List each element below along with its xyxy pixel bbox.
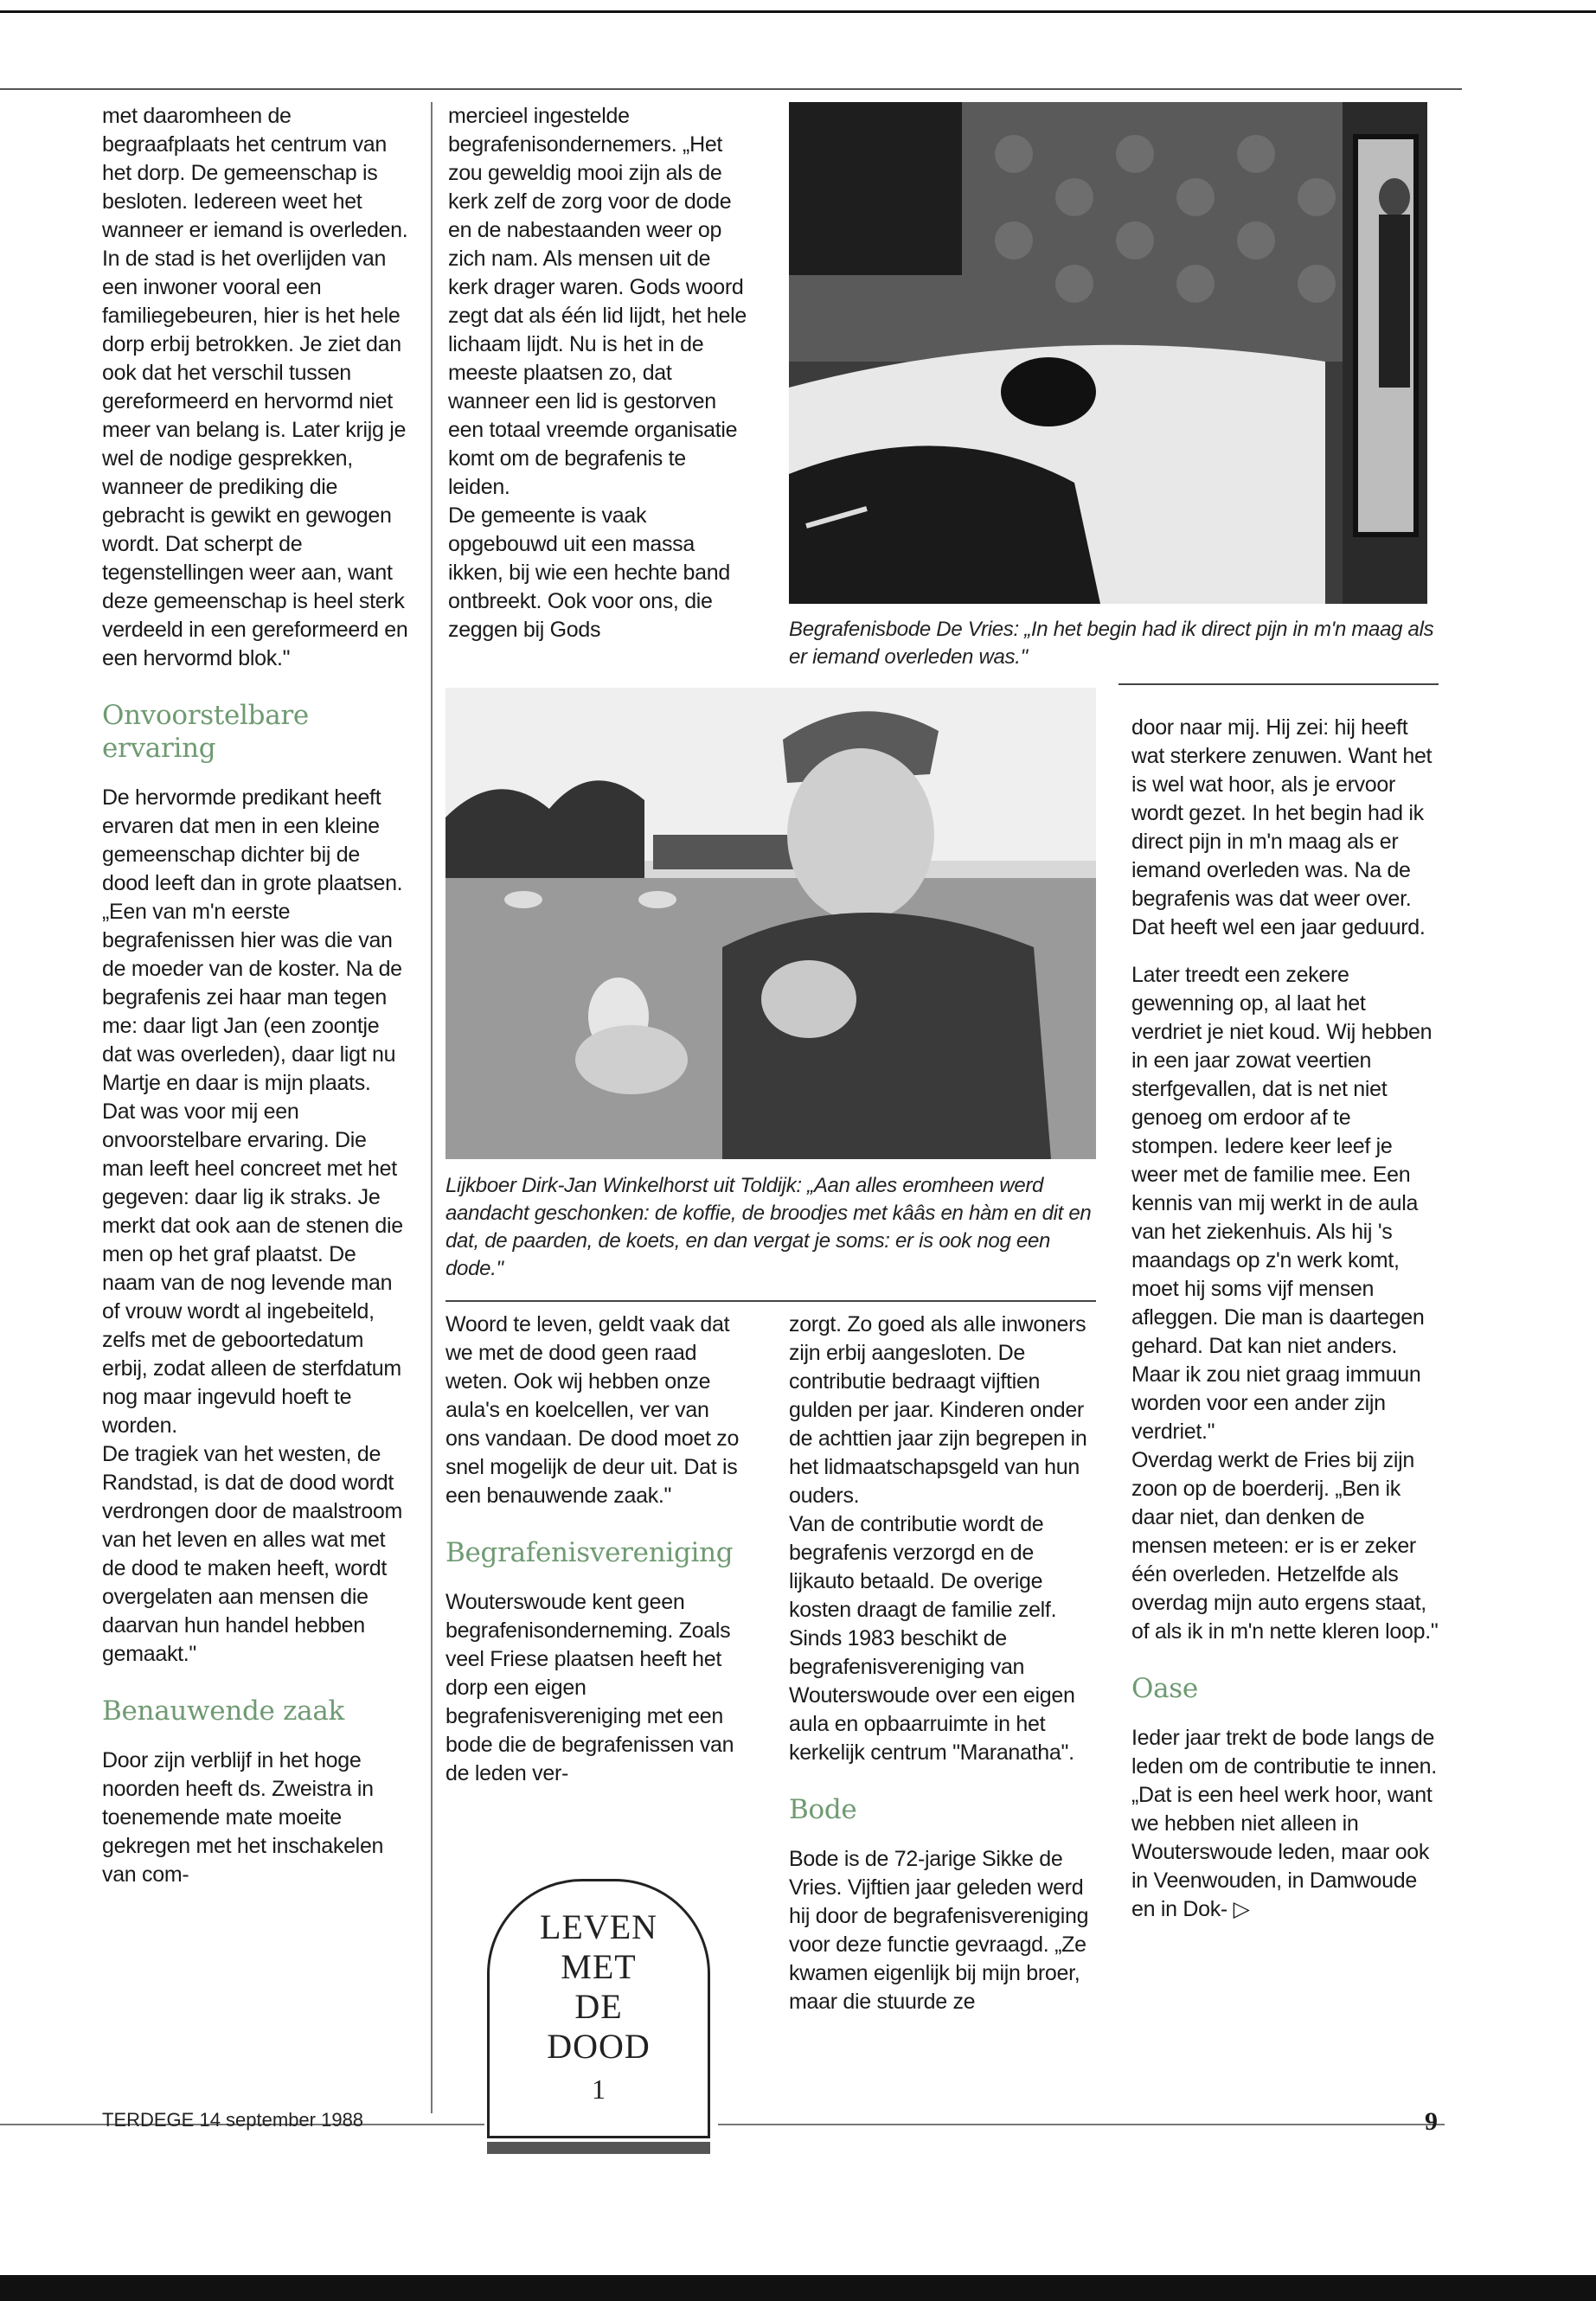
- column-1-paragraph: De tragiek van het westen, de Randstad, is dat de dood wordt verdrongen door de maalstroom van het leven en alles wat met de dood te maken heeft, wordt overgelaten aan mensen die daarvan hun handel hebben gemaakt.": [102, 1442, 403, 1666]
- top-rule: [0, 10, 1596, 13]
- column-4-paragraph: Later treedt een zekere gewenning op, al laat het verdriet je niet koud. Wij hebben in een jaar zowat veertien sterfgevallen, dat is net niet genoeg om erdoor af te stompen. Iedere keer leef je weer met de familie mee. Een kennis van mij werkt in de aula van het ziekenhuis. Als hij 's maandags op z'n werk komt, moet hij soms vijf mensen afleggen. Die man is daartegen gehard. Dat kan niet anders. Maar ik zou niet graag immuun worden voor een ander zijn verdriet.": [1131, 963, 1433, 1444]
- page-number: 9: [1425, 2107, 1438, 2136]
- column-2-top: [448, 102, 751, 653]
- heading-onvoorstelbare-ervaring: Onvoorstelbare ervaring: [102, 700, 309, 764]
- footer-rule-right: [718, 2124, 1445, 2125]
- column-1: [102, 102, 412, 1898]
- leven-met-de-dood-tombstone: [487, 1879, 710, 2138]
- tombstone-word: LEVEN: [539, 1907, 658, 1946]
- column-2b-paragraph: Woord te leven, geldt vaak dat we met de dood geen raad weten. Ook wij hebben onze aula's en koelcellen, ver van ons vandaan. De dood moet zo snel mogelijk de deur uit. Dat is een benauwende zaak.": [445, 1312, 740, 1508]
- tombstone-word: DOOD: [547, 2027, 651, 2066]
- bottom-bar: [0, 2275, 1596, 2301]
- photo-lijkboer-image: [445, 688, 1096, 1159]
- footer-magazine-date: TERDEGE 14 september 1988: [102, 2109, 364, 2131]
- tombstone-base: [487, 2142, 710, 2154]
- tombstone-word: MET: [561, 1947, 637, 1986]
- column-1-intro: met daaromheen de begraafplaats het centrum van het dorp. De gemeenschap is besloten. Iedereen weet het wanneer er iemand is overleden. In de stad is het overlijden van een inwoner vooral een familiegebeuren, hier is het hele dorp erbij betrokken. Je ziet dan ook dat het verschil tussen gereformeerd en hervormd niet meer van belang is. Later krijg je wel de nodige gesprekken, wanneer de prediking die gebracht is gewikt en gewogen wordt. Dat scherpt de tegenstellingen weer aan, want deze gemeenschap is heel sterk verdeeld in een gereformeerd en een hervormd blok.": [102, 104, 408, 670]
- heading-oase: Oase: [1131, 1673, 1198, 1704]
- heading-benauwende-zaak: Benauwende zaak: [102, 1695, 345, 1727]
- photo-lijkboer: [445, 688, 1096, 1159]
- heading-bode: Bode: [789, 1794, 857, 1825]
- column-4-paragraph: Overdag werkt de Fries bij zijn zoon op de boerderij. „Ben ik daar niet, dan denken de mensen meteen: er is er zeker één overleden. Hetzelfde als overdag mijn auto ergens staat, of als ik in m'n nette kleren loop.": [1131, 1448, 1439, 1644]
- column-4: [1131, 714, 1439, 1932]
- column-1-paragraph: De hervormde predikant heeft ervaren dat men in een kleine gemeenschap dichter bij de dood leeft dan in grote plaatsen. „Een van m'n eerste begrafenissen hier was die van de moeder van de koster. Na de begrafenis zei haar man tegen me: daar ligt Jan (een zoontje dat was overleden), daar ligt nu Martje en daar is mijn plaats.: [102, 785, 403, 1095]
- column-2-paragraph: De gemeente is vaak opgebouwd uit een massa ikken, bij wie een hechte band ontbreekt. Ook voor ons, die zeggen bij Gods: [448, 503, 730, 642]
- column-4-paragraph: door naar mij. Hij zei: hij heeft wat sterkere zenuwen. Want het is wel wat hoor, als je ervoor wordt gezet. In het begin had ik direct pijn in m'n maag als er iemand overleden was. Na de begrafenis was dat weer over. Dat heeft wel een jaar geduurd.: [1131, 715, 1433, 939]
- column-1-paragraph: Dat was voor mij een onvoorstelbare ervaring. Die man leeft heel concreet met het gegeven: daar lig ik straks. Je merkt dat ook aan de stenen die men op het graf plaatst. De naam van de nog levende man of vrouw wordt al ingebeiteld, zelfs met de geboortedatum erbij, zodat alleen de sterfdatum nog maar ingevuld hoeft te worden.: [102, 1099, 403, 1438]
- heading-begrafenisvereniging: Begrafenisvereniging: [445, 1537, 734, 1568]
- column-3: [789, 1311, 1096, 2025]
- column-4-paragraph: Ieder jaar trekt de bode langs de leden om de contributie te innen. „Dat is een heel werk hoor, want we hebben niet alleen in Wouterswoude leden, maar ook in Veenwouden, in Damwoude en in Dok- ▷: [1131, 1726, 1437, 1921]
- column-3-paragraph: zorgt. Zo goed als alle inwoners zijn erbij aangesloten. De contributie bedraagt vijftien gulden per jaar. Kinderen onder de achttien jaar zijn begrepen in het lidmaatschapsgeld van hun ouders.: [789, 1312, 1087, 1508]
- tombstone-word: DE: [574, 1987, 623, 2026]
- column-1-paragraph: Door zijn verblijf in het hoge noorden heeft ds. Zweistra in toenemende mate moeite gekregen met het inschakelen van com-: [102, 1748, 384, 1887]
- col-divider-1: [431, 102, 433, 2113]
- photo-funeral-messenger: [789, 102, 1427, 604]
- caption-rule: [445, 1300, 1096, 1302]
- tombstone-series-number: 1: [592, 2073, 606, 2105]
- column-2-paragraph: mercieel ingestelde begrafenisondernemers. „Het zou geweldig mooi zijn als de kerk zelf de zorg voor de dode en de nabestaanden weer op zich nam. Als mensen uit de kerk drager waren. Gods woord zegt dat als één lid lijdt, het hele lichaam lijdt. Nu is het in de meeste plaatsen zo, dat wanneer een lid is gestorven een totaal vreemde organisatie komt om de begrafenis te leiden.: [448, 104, 747, 499]
- column-2-bottom: [445, 1311, 748, 1797]
- column-2b-paragraph: Wouterswoude kent geen begrafenisonderneming. Zoals veel Friese plaatsen heeft het dorp een eigen begrafenisvereniging met een bode die de begrafenissen van de leden ver-: [445, 1590, 734, 1785]
- column-3-paragraph: Bode is de 72-jarige Sikke de Vries. Vijftien jaar geleden werd hij door de begrafenisvereniging voor deze functie gevraagd. „Ze kwamen eigenlijk bij mijn broer, maar die stuurde ze: [789, 1847, 1089, 2014]
- header-rule: [0, 88, 1462, 90]
- photo-funeral-messenger-image: [789, 102, 1427, 604]
- column-3-paragraph: Van de contributie wordt de begrafenis verzorgd en de lijkauto betaald. De overige kosten draagt de familie zelf. Sinds 1983 beschikt de begrafenisvereniging van Wouterswoude over een eigen aula en opbaarruimte in het kerkelijk centrum "Maranatha".: [789, 1512, 1075, 1765]
- right-col-rule: [1118, 683, 1439, 685]
- photo-mid-caption: Lijkboer Dirk-Jan Winkelhorst uit Toldijk: „Aan alles eromheen werd aandacht geschonken: de koffie, de broodjes met kââs en hàm en dit en dat, de paarden, de koets, en dan vergat je soms: er is ook nog een dode.": [445, 1174, 1092, 1280]
- photo-top-caption: Begrafenisbode De Vries: „In het begin had ik direct pijn in m'n maag als er iemand overleden was.": [789, 618, 1434, 669]
